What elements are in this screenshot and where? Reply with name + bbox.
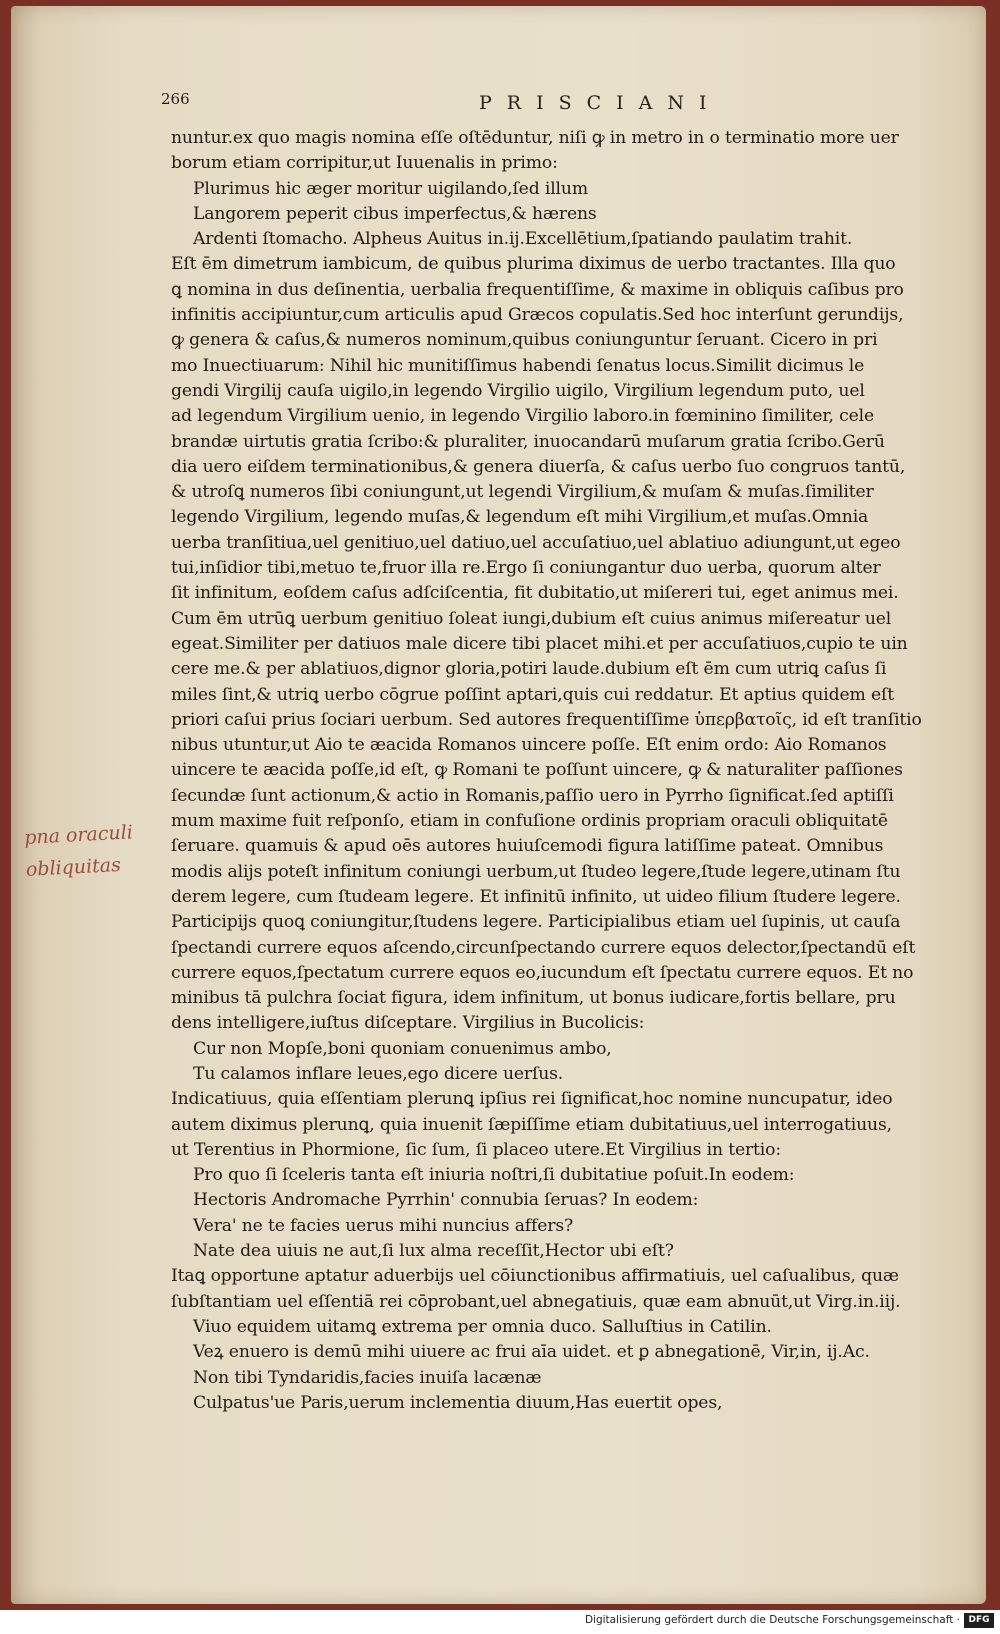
- text-line: Participijs quoꝗ coniungitur,ſtudens legere. Participialibus etiam uel ſupinis, ut cauſa: [171, 912, 901, 933]
- text-line: tui,inſidior tibi,metuo te,fruor illa re.Ergo ſi coniungantur duo uerba, quorum alter: [171, 558, 881, 579]
- text-line: & utroſꝗ numeros ſibi coniungunt,ut legendi Virgilium,& muſam & muſas.ſimiliter: [171, 482, 874, 503]
- text-line: minibus tā pulchra ſociat figura, idem infinitum, ut bonus iudicare,fortis bellare, pru: [171, 988, 896, 1009]
- text-line: modis alijs poteſt infinitum coniungi uerbum,ut ſtudeo legere,ſtude legere,utinam ſtu: [171, 861, 901, 882]
- text-line: uincere te æacida poſſe,id eſt, ꝙ Romani te poſſunt uincere, ꝙ & naturaliter paſſiones: [171, 760, 903, 781]
- text-line: Plurimus hic æger moritur uigilando,ſed illum: [193, 178, 588, 199]
- text-line: Viuo equidem uitamꝗ extrema per omnia duco. Salluſtius in Catilin.: [193, 1316, 772, 1337]
- text-line: infinitis accipiuntur,cum articulis apud Græcos copulatis.Sed hoc interſunt gerundijs,: [171, 305, 904, 326]
- text-line: miles ſint,& utriꝗ uerbo cōgrue poſſint aptari,quis cui reddatur. Et aptius quidem eſt: [171, 684, 894, 705]
- text-line: Cur non Mopſe,boni quoniam conuenimus ambo,: [193, 1038, 612, 1059]
- marginal-note: [23, 814, 176, 886]
- text-line: nibus utuntur,ut Aio te æacida Romanos uincere poſſe. Eſt enim ordo: Aio Romanos: [171, 735, 887, 756]
- text-line: dia uero eiſdem terminationibus,& genera diuerſa, & caſus uerbo ſuo congruos tantū,: [171, 456, 906, 477]
- text-line: derem legere, cum ſtudeam legere. Et infinitū infinito, ut uideo filium ſtudere legere.: [171, 886, 901, 907]
- text-line: mum maxime fuit reſponſo, etiam in confuſione ordinis propriam oraculi obliquitatē: [171, 811, 888, 832]
- dfg-logo: DFG: [964, 1613, 994, 1628]
- text-line: dens intelligere,iuſtus diſceptare. Virgilius in Bucolicis:: [171, 1013, 645, 1034]
- text-line: currere equos,ſpectatum currere equos eo,iucundum eſt ſpectatu currere equos. Et no: [171, 962, 914, 983]
- text-line: Indicatiuus, quia eſſentiam plerunꝗ ipſius rei ſignificat,hoc nomine nuncupatur, ideo: [171, 1089, 893, 1110]
- text-line: uerba tranſitiua,uel genitiuo,uel datiuo,uel accuſatiuo,uel ablatiuo adiungunt,ut egeo: [171, 532, 901, 553]
- text-line: ſeruare. quamuis & apud oēs autores huiuſcemodi figura latiſſime pateat. Omnibus: [171, 836, 884, 857]
- text-line: ſecundæ ſunt actionum,& actio in Romanis,paſſio uero in Pyrrho ſignificat.ſed aptiſſi: [171, 785, 894, 806]
- text-line: mo Inuectiuarum: Nihil hic munitiſſimus habendi ſenatus locus.Similit dicimus le: [171, 355, 865, 376]
- marginal-note-line: pna oraculi: [23, 821, 134, 849]
- text-line: priori caſui prius ſociari uerbum. Sed autores frequentiſſime ὑπερβατοῖς, id eſt tranſitio: [171, 709, 922, 730]
- text-line: Eſt ēm dimetrum iambicum, de quibus plurima diximus de uerbo tractantes. Illa quo: [171, 254, 896, 275]
- book-page: [11, 6, 986, 1604]
- page-number: 266: [161, 90, 190, 108]
- text-line: Pro quo ſi ſceleris tanta eſt iniuria noſtri,ſi dubitatiue poſuit.In eodem:: [193, 1165, 795, 1186]
- text-line: brandæ uirtutis gratia ſcribo:& pluraliter, inuocandarū muſarum gratia ſcribo.Gerū: [171, 431, 885, 452]
- text-line: ſpectandi currere equos aſcendo,circunſpectando currere equos delector,ſpectandū eſt: [171, 937, 916, 958]
- text-line: Culpatus'ue Paris,uerum inclementia diuum,Has euertit opes,: [193, 1392, 723, 1413]
- text-line: Ardenti ſtomacho. Alpheus Auitus in.ij.Excellētium,ſpatiando paulatim trahit.: [193, 229, 853, 250]
- text-line: ut Terentius in Phormione, ſic ſum, ſi placeo utere.Et Virgilius in tertio:: [171, 1139, 781, 1160]
- text-line: ſubſtantiam uel eſſentiā rei cōprobant,uel abnegatiuis, quæ eam abnuūt,ut Virg.in.iij.: [171, 1291, 901, 1312]
- text-line: Vera' ne te facies uerus mihi nuncius affers?: [193, 1215, 574, 1236]
- text-line: autem diximus plerunꝗ, quia inuenit ſæpiſſime etiam dubitatiuus,uel interrogatiuus,: [171, 1114, 892, 1135]
- text-line: ꝙ genera & caſus,& numeros nominum,quibus coniunguntur ſeruant. Cicero in pri: [171, 330, 878, 351]
- text-line: gendi Virgilij cauſa uigilo,in legendo Virgilio uigilo, Virgilium legendum puto, uel: [171, 380, 865, 401]
- text-line: Langorem peperit cibus imperfectus,& hærens: [193, 203, 597, 224]
- marginal-note-line: obliquitas: [25, 853, 122, 881]
- footer-bar: [0, 1610, 1000, 1634]
- text-line: egeat.Similiter per datiuos male dicere tibi placet mihi.et per accuſatiuos,cupio te uin: [171, 633, 908, 654]
- text-line: Nate dea uiuis ne aut,ſi lux alma receſſit,Hector ubi eſt?: [193, 1241, 674, 1262]
- text-line: nuntur.ex quo magis nomina eſſe oſtēduntur, niſi ꝙ in metro in o terminatio more uer: [171, 128, 899, 148]
- text-line: ſit infinitum, eoſdem caſus adſciſcentia, fit dubitatio,ut miſereri tui, eget animus mei.: [171, 583, 899, 604]
- text-line: ꝗ nomina in dus deſinentia, uerbalia frequentiſſime, & maxime in obliquis caſibus pro: [171, 279, 904, 300]
- funding-credit: Digitalisierung gefördert durch die Deutsche Forschungsgemeinschaft ·: [584, 1614, 960, 1626]
- text-line: legendo Virgilium, legendo muſas,& legendum eſt mihi Virgilium,et muſas.Omnia: [171, 507, 869, 528]
- running-head: [161, 90, 961, 120]
- text-line: ad legendum Virgilium uenio, in legendo Virgilio laboro.in fœminino ſimiliter, cele: [171, 406, 875, 427]
- text-line: Veꝝ enuero is demū mihi uiuere ac frui aīa uidet. et ꝑ abnegationē, Vir,in, ij.Ac.: [193, 1342, 870, 1363]
- text-line: borum etiam corripitur,ut Iuuenalis in primo:: [171, 153, 558, 174]
- text-line: Tu calamos inflare leues,ego dicere uerſus.: [193, 1063, 564, 1084]
- text-line: cere me.& per ablatiuos,dignor gloria,potiri laude.dubium eſt ēm cum utriꝗ caſus ſi: [171, 659, 887, 680]
- running-title: PRISCIANI: [479, 92, 722, 114]
- text-line: Non tibi Tyndaridis,facies inuiſa lacænæ: [193, 1367, 542, 1388]
- text-line: Hectoris Andromache Pyrrhin' connubia ſeruas? In eodem:: [193, 1190, 699, 1211]
- text-block: [171, 126, 961, 1416]
- text-line: Cum ēm utrūꝗ uerbum genitiuo ſoleat iungi,dubium eſt cuius animus miſereatur uel: [171, 608, 892, 629]
- text-line: Itaꝗ opportune aptatur aduerbijs uel cōiunctionibus affirmatiuis, uel caſualibus, quæ: [171, 1266, 899, 1287]
